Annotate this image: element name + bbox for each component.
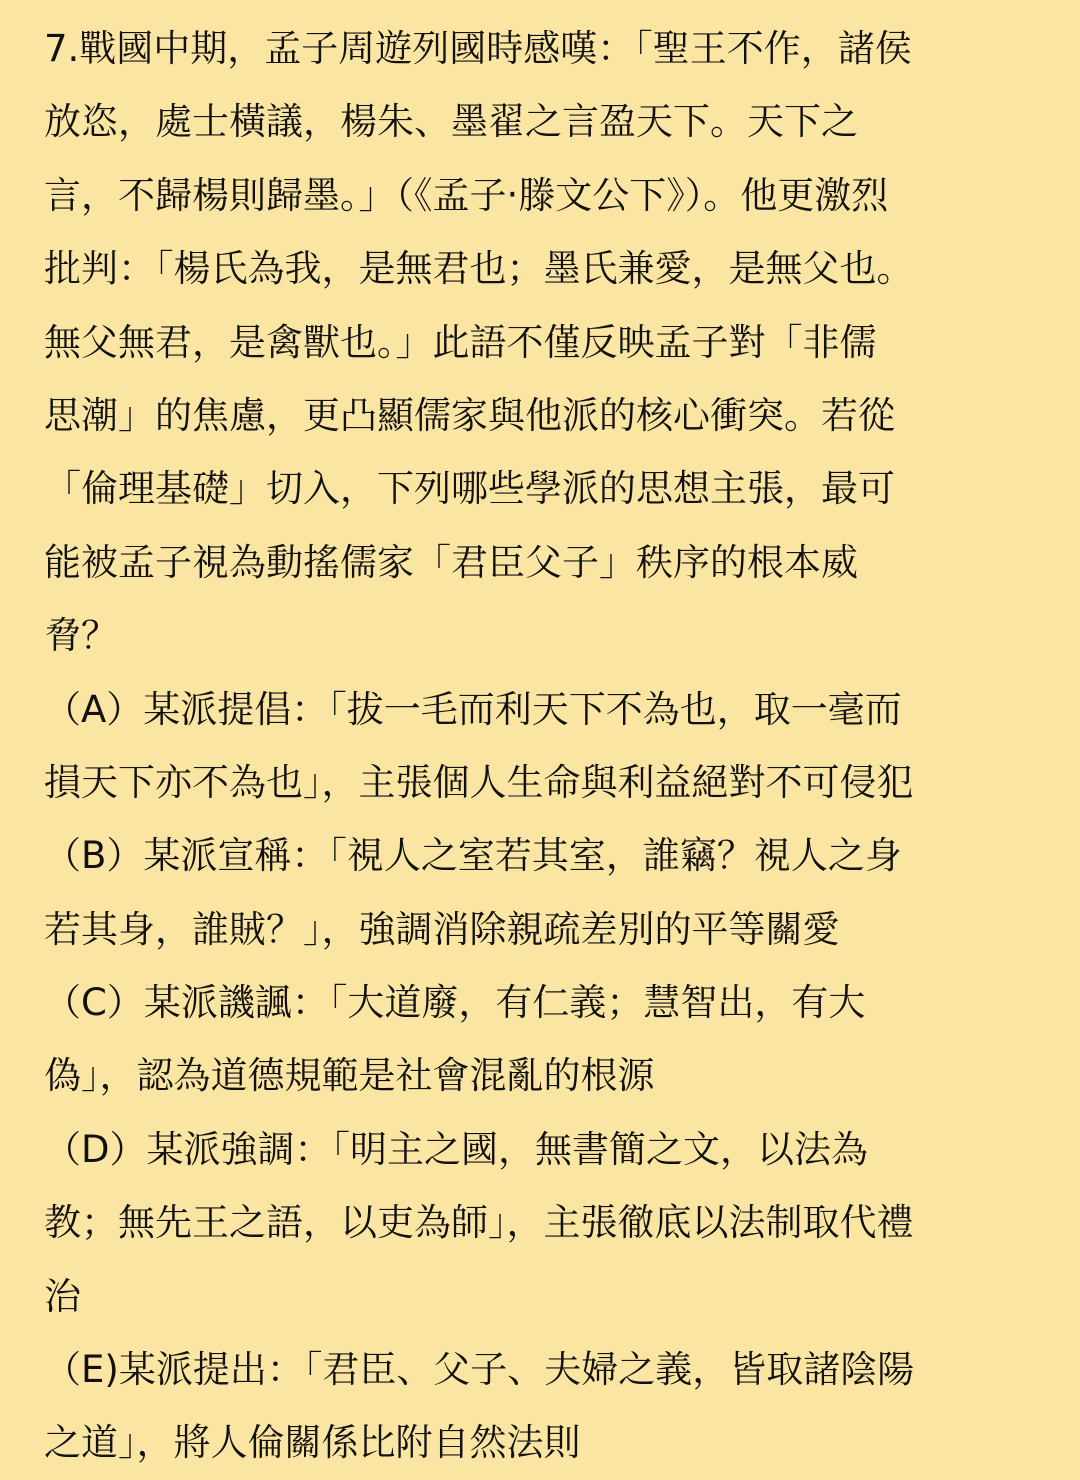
stem-line: 批判：「楊氏為我，是無君也；墨氏兼愛，是無父也。 [44, 247, 914, 291]
option-line: （E)某派提出：「君臣、父子、夫婦之義，皆取諸陰陽 [44, 1348, 915, 1392]
stem-line: 無父無君，是禽獸也。」此語不僅反映孟子對「非儒 [44, 320, 877, 364]
option-e [44, 1333, 1036, 1480]
option-d [44, 1113, 1036, 1333]
option-line: 若其身，誰賊？」，強調消除親疏差別的平等關愛 [44, 907, 840, 951]
option-a [44, 673, 1036, 820]
option-line: 損天下亦不為也」，主張個人生命與利益絕對不可侵犯 [44, 760, 914, 804]
question-stem [44, 12, 1036, 673]
option-line: 治 [44, 1274, 81, 1318]
stem-line: 思潮」的焦慮，更凸顯儒家與他派的核心衝突。若從 [44, 393, 895, 437]
option-line: （A）某派提倡：「拔一毛而利天下不為也，取一毫而 [44, 687, 902, 731]
option-line: （B）某派宣稱：「視人之室若其室，誰竊？視人之身 [44, 834, 902, 878]
stem-line: 「倫理基礎」切入，下列哪些學派的思想主張，最可 [44, 467, 895, 511]
option-c [44, 966, 1036, 1113]
stem-line: 7.戰國中期，孟子周遊列國時感嘆：「聖王不作，諸侯 [44, 27, 912, 70]
stem-line: 言，不歸楊則歸墨。」（《孟子‧滕文公下》）。他更激烈 [44, 173, 889, 217]
option-line: 教；無先王之語，以吏為師」，主張徹底以法制取代禮 [44, 1201, 914, 1245]
option-line: 之道」，將人倫關係比附自然法則 [44, 1421, 581, 1465]
stem-line: 放恣，處士橫議，楊朱、墨翟之言盈天下。天下之 [44, 100, 858, 144]
option-line: 偽」，認為道德規範是社會混亂的根源 [44, 1054, 655, 1098]
stem-line: 能被孟子視為動搖儒家「君臣父子」秩序的根本威 [44, 540, 858, 584]
option-b [44, 819, 1036, 966]
stem-line: 脅？ [44, 614, 118, 658]
option-line: （D）某派強調：「明主之國，無書簡之文，以法為 [44, 1127, 868, 1171]
option-line: （C）某派譏諷：「大道廢，有仁義；慧智出，有大 [44, 981, 866, 1025]
